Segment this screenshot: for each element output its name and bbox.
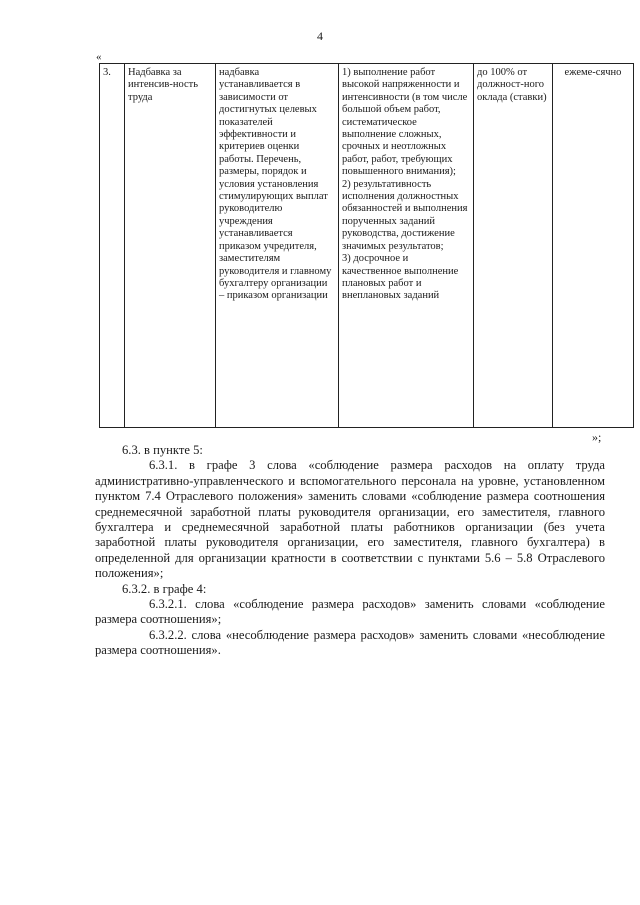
cell-number: 3. <box>100 64 125 428</box>
closing-quote: »; <box>592 430 602 444</box>
table-row <box>100 64 634 428</box>
paragraph-6-3-2-1: 6.3.2.1. слова «соблюдение размера расходов» заменить словами «соблюдение размера соотношения»; <box>95 597 605 627</box>
amendment-table <box>99 63 634 428</box>
paragraph-6-3-2-2: 6.3.2.2. слова «несоблюдение размера расходов» заменить словами «несоблюдение размера соотношения». <box>95 627 605 658</box>
page-number: 4 <box>317 29 323 43</box>
amendment-text <box>95 443 605 659</box>
cell-criteria: 1) выполнение работ высокой напряженности и интенсивности (в том числе большой объем работ, систематическое выполнение сложных, срочных и неотложных работ, работ, требующих повышенного внимания); 2) результативность исполнения должностных обязанностей и выполнения порученных заданий руководства, достижение значимых результатов; 3) досрочное и качественное выполнение плановых работ и внеплановых заданий <box>339 64 474 428</box>
paragraph-6-3-2: 6.3.2. в графе 4: <box>122 581 207 596</box>
cell-amount: до 100% от должност-ного оклада (ставки) <box>474 64 553 428</box>
paragraph-6-3: 6.3. в пункте 5: <box>122 443 203 457</box>
paragraph-6-3-1: 6.3.1. в графе 3 слова «соблюдение размера расходов на оплату труда административно-управленческого и вспомогательного персонала на уровне, установленном пунктом 7.4 Отраслевого положения» заменить словами «соблюдение размера соотношения среднемесячной заработной платы руководителя организации, его заместителя, главного бухгалтера и среднемесячной заработной платы работников организации (без учета заработной платы руководителя организации, его заместителя, главного бухгалтера) в определенной для организации кратности в соответствии с пунктами 5.6 – 5.8 Отраслевого положения»; <box>95 458 605 581</box>
cell-frequency: ежеме-сячно <box>553 64 634 428</box>
opening-quote: « <box>96 51 102 63</box>
cell-description: надбавка устанавливается в зависимости от достигнутых целевых показателей эффективности и критериев оценки работы. Перечень, размеры, порядок и условия установления стимулирующих выплат руководителю учреждения устанавливается приказом учредителя, заместителям руководителя и главному бухгалтеру организации – приказом организации <box>216 64 339 428</box>
cell-payment-name: Надбавка за интенсив-ность труда <box>125 64 216 428</box>
